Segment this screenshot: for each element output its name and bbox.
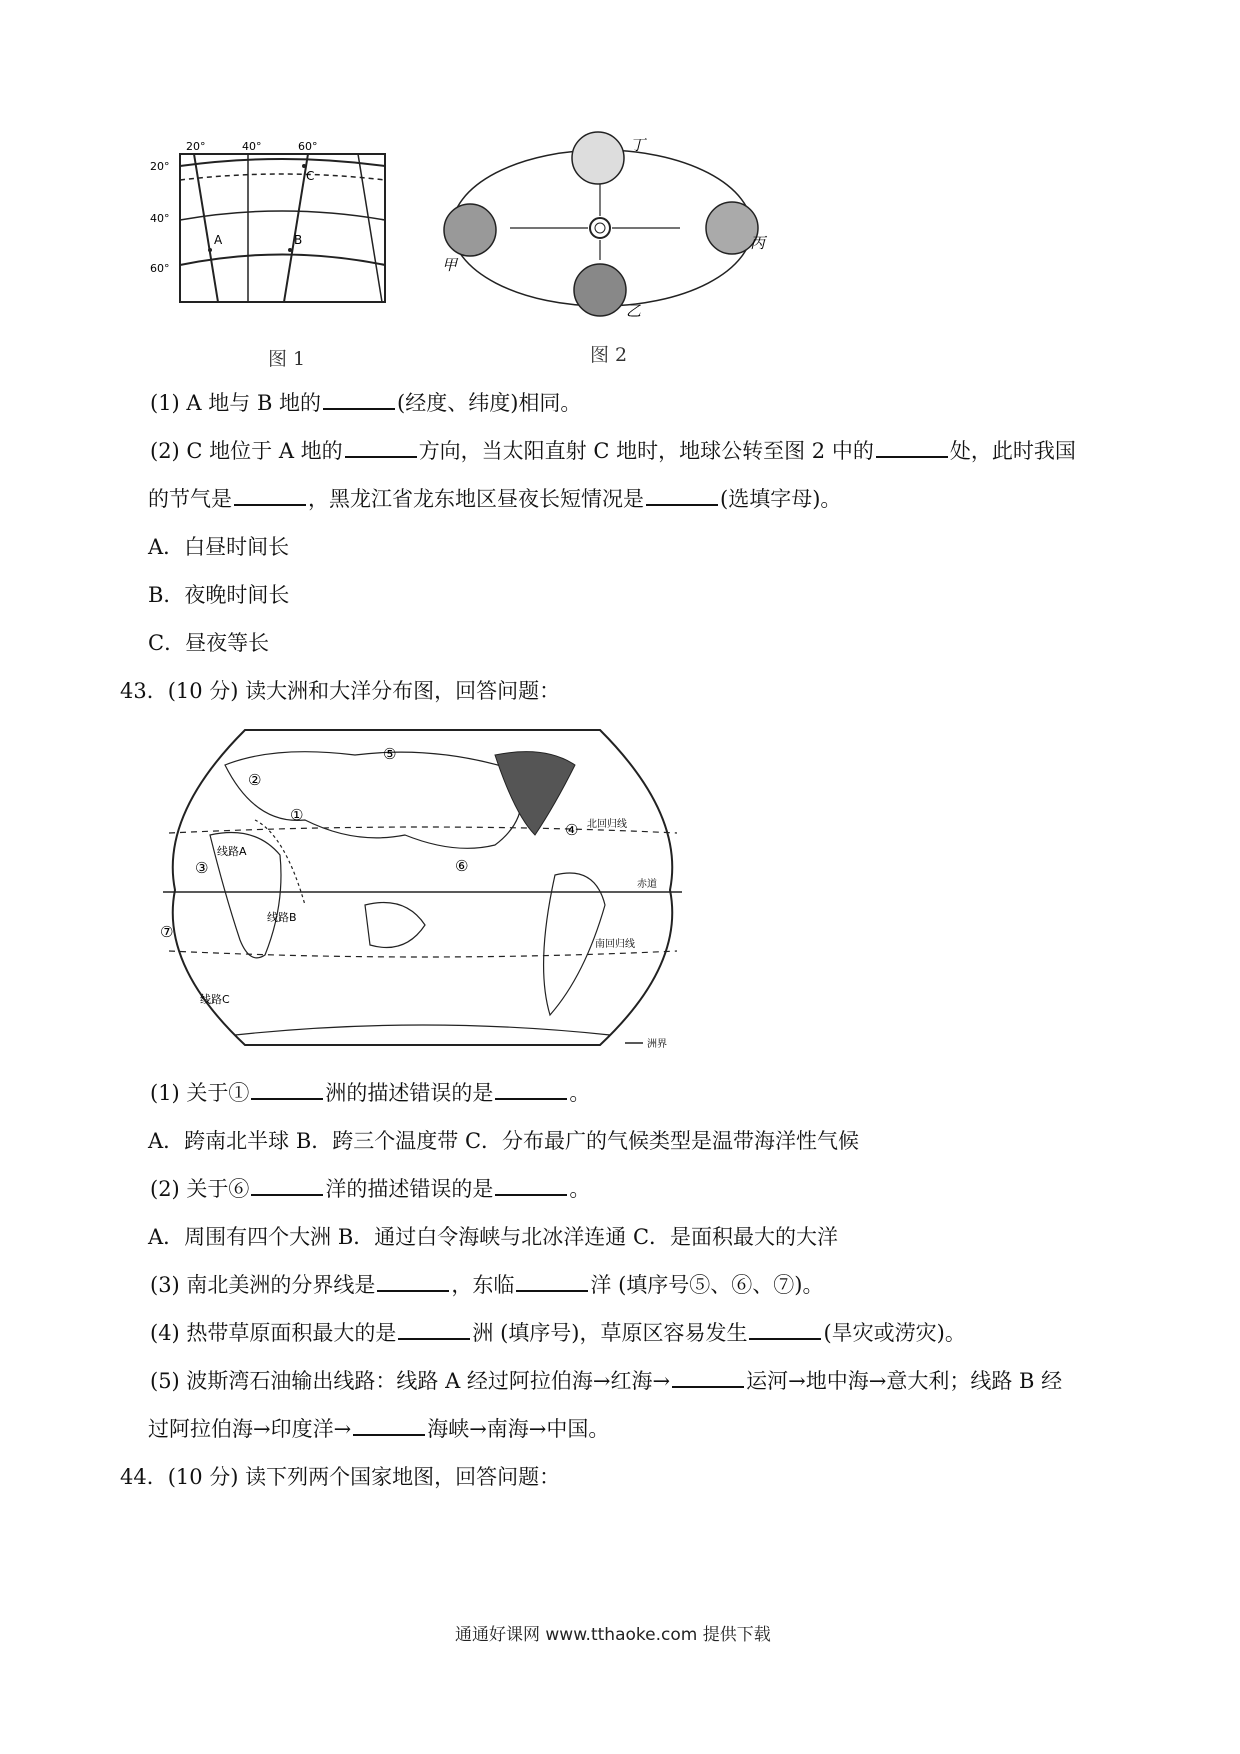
- fig2-position-label: 丙: [750, 234, 766, 252]
- answer-blank[interactable]: [672, 1366, 744, 1388]
- answer-blank[interactable]: [516, 1270, 588, 1292]
- figure-2-orbit-diagram: [440, 130, 770, 330]
- fig1-lon-label: 20°: [186, 140, 206, 153]
- figure-1-caption: 图 1: [268, 348, 306, 370]
- fig2-position-label: 甲: [442, 256, 458, 274]
- q42-part1: (1) A 地与 B 地的 (经度、纬度)相同。: [150, 388, 581, 418]
- fig2-position-label: 丁: [630, 136, 646, 154]
- map-number: ③: [195, 859, 209, 877]
- fig1-point-label: B: [294, 233, 303, 247]
- answer-blank[interactable]: [251, 1174, 323, 1196]
- fig1-point-label: C: [306, 169, 315, 183]
- q42-part2-cont: 的节气是 ，黑龙江省龙东地区昼夜长短情况是 (选填字母)。: [148, 484, 841, 514]
- answer-blank[interactable]: [646, 484, 718, 506]
- q43-stem: 43．(10 分) 读大洲和大洋分布图，回答问题：: [120, 679, 561, 703]
- map-number: ②: [248, 771, 262, 789]
- q43-part2: (2) 关于⑥ 洋的描述错误的是 。: [150, 1174, 590, 1204]
- answer-blank[interactable]: [251, 1078, 323, 1100]
- q42-option-a: A．白昼时间长: [148, 535, 290, 559]
- map-label-tropic-cancer: 北回归线: [587, 819, 627, 830]
- q42-option-b: B．夜晚时间长: [148, 583, 290, 607]
- map-number: ④: [565, 821, 579, 839]
- answer-blank[interactable]: [377, 1270, 449, 1292]
- map-number: ⑦: [160, 923, 174, 941]
- page-footer: 通通好课网 www.tthaoke.com 提供下载: [455, 1625, 771, 1645]
- figure-1-grid-map: [150, 140, 390, 310]
- figure-2-caption: 图 2: [590, 344, 628, 366]
- map-label-equator: 赤道: [637, 879, 657, 890]
- answer-blank[interactable]: [749, 1318, 821, 1340]
- fig2-position-label: 乙: [626, 302, 642, 320]
- fig1-lon-label: 40°: [242, 140, 262, 153]
- map-label-route-a: 线路A: [217, 845, 247, 858]
- q43-part5-cont: 过阿拉伯海→印度洋→ 海峡→南海→中国。: [148, 1414, 609, 1444]
- answer-blank[interactable]: [398, 1318, 470, 1340]
- q42-part2: (2) C 地位于 A 地的 方向，当太阳直射 C 地时，地球公转至图 2 中的 处，此时我国: [150, 436, 1076, 466]
- world-map: [155, 725, 690, 1055]
- map-number: ⑤: [383, 745, 397, 763]
- q43-part3: (3) 南北美洲的分界线是 ，东临 洋 (填序号⑤、⑥、⑦)。: [150, 1270, 823, 1300]
- map-label-tropic-capricorn: 南回归线: [595, 939, 635, 950]
- map-legend-boundary: 洲界: [647, 1039, 667, 1050]
- q43-part4: (4) 热带草原面积最大的是 洲 (填序号)，草原区容易发生 (旱灾或涝灾)。: [150, 1318, 966, 1348]
- answer-blank[interactable]: [495, 1174, 567, 1196]
- fig1-lon-label: 60°: [298, 140, 318, 153]
- answer-blank[interactable]: [876, 436, 948, 458]
- q44-stem: 44．(10 分) 读下列两个国家地图，回答问题：: [120, 1465, 561, 1489]
- q43-part5: (5) 波斯湾石油输出线路：线路 A 经过阿拉伯海→红海→ 运河→地中海→意大利；线路 B 经: [150, 1366, 1062, 1396]
- answer-blank[interactable]: [345, 436, 417, 458]
- fig1-lat-label: 40°: [150, 212, 170, 225]
- answer-blank[interactable]: [353, 1414, 425, 1436]
- q42-option-c: C．昼夜等长: [148, 631, 270, 655]
- answer-blank[interactable]: [323, 388, 395, 410]
- q43-part2-options: A．周围有四个大洲 B．通过白令海峡与北冰洋连通 C．是面积最大的大洋: [148, 1225, 839, 1249]
- q43-part1: (1) 关于① 洲的描述错误的是 。: [150, 1078, 590, 1108]
- map-number: ⑥: [455, 857, 469, 875]
- map-label-route-c: 线路C: [200, 993, 230, 1006]
- fig1-lat-label: 20°: [150, 160, 170, 173]
- map-label-route-b: 线路B: [267, 911, 297, 924]
- fig1-lat-label: 60°: [150, 262, 170, 275]
- map-number: ①: [290, 806, 304, 824]
- answer-blank[interactable]: [234, 484, 306, 506]
- answer-blank[interactable]: [495, 1078, 567, 1100]
- q43-part1-options: A．跨南北半球 B．跨三个温度带 C．分布最广的气候类型是温带海洋性气候: [148, 1129, 860, 1153]
- fig1-point-label: A: [214, 233, 223, 247]
